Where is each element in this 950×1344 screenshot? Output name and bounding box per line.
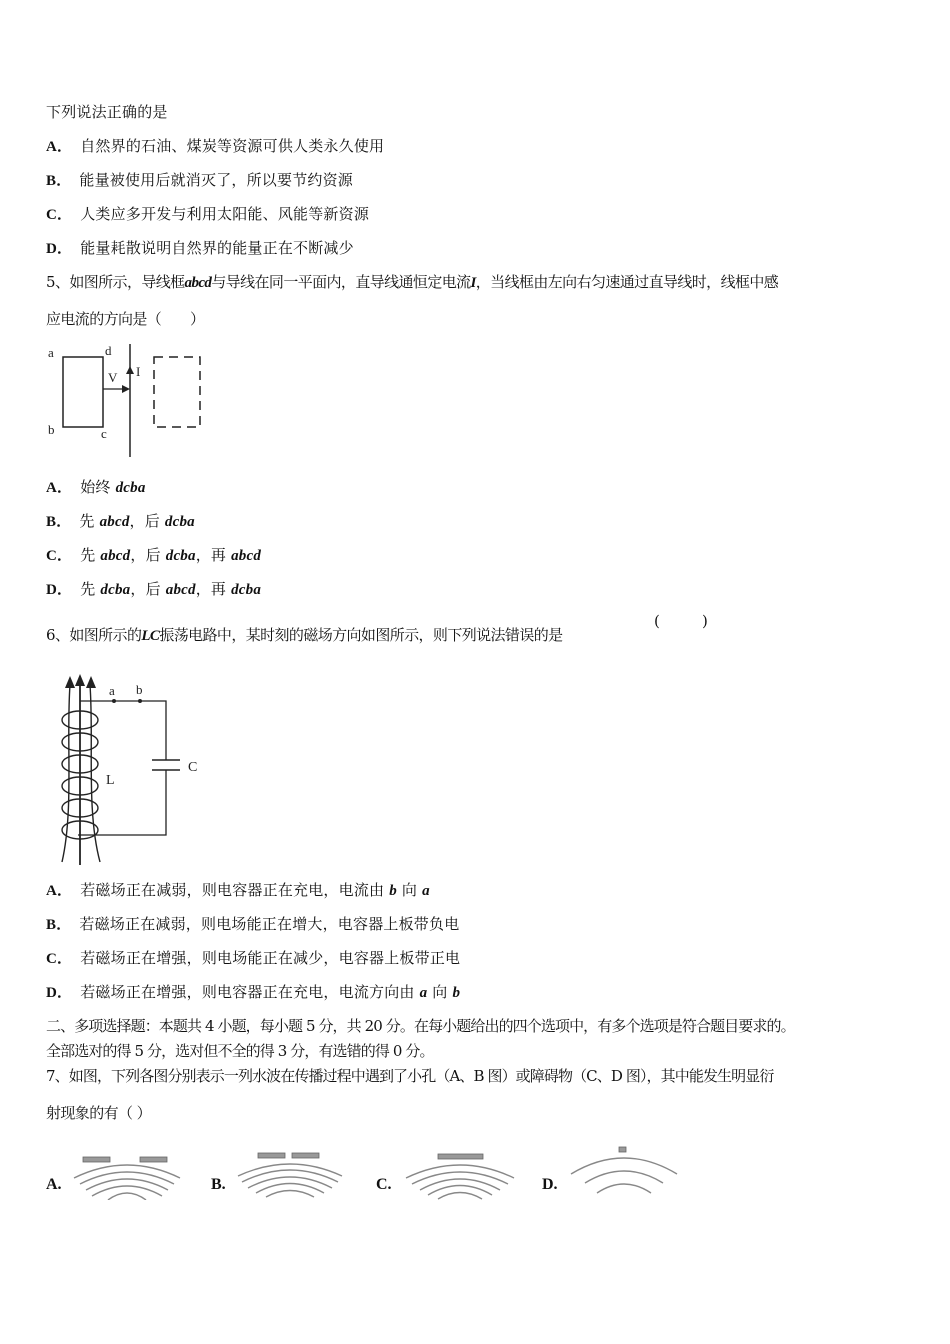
q7-figure-d-wave-small-obstacle <box>569 1144 681 1196</box>
q6-option-c <box>46 949 460 968</box>
option-text: 若磁场正在增强，则电场能正在减少，电容器上板带正电 <box>80 949 461 967</box>
option-label: B． <box>46 173 72 189</box>
option-variable: dcba <box>164 514 195 530</box>
q5-option-d <box>46 580 261 599</box>
q6-option-d <box>46 983 460 1002</box>
q6-stem <box>46 626 563 645</box>
svg-text:I: I <box>136 364 141 379</box>
svg-text:L: L <box>106 773 115 788</box>
q7-figure-c-label: C. <box>376 1176 392 1193</box>
svg-text:c: c <box>101 426 107 441</box>
q4-option-a <box>46 137 384 156</box>
option-text: 人类应多开发与利用太阳能、风能等新资源 <box>80 205 370 223</box>
option-variable: b <box>389 883 397 899</box>
option-label: A． <box>46 139 73 155</box>
option-label: C． <box>46 548 73 564</box>
q7-figure-a-wave-small-gap <box>72 1152 187 1200</box>
option-text: 始终 <box>80 478 116 496</box>
option-text: 自然界的石油、煤炭等资源可供人类永久使用 <box>80 137 385 155</box>
option-label: C． <box>46 951 73 967</box>
option-variable: dcba <box>231 582 262 598</box>
option-text: 先 <box>80 580 101 598</box>
svg-text:b: b <box>136 682 143 697</box>
option-text: 若磁场正在增强，则电容器正在充电，电流方向由 <box>80 983 420 1001</box>
option-label: A． <box>46 883 73 899</box>
stem-text: ，当线框由左向右匀速通过直导线时，线框中感 <box>475 273 779 291</box>
q6-figure-lc-circuit <box>48 670 218 870</box>
q7-figure-d-label: D. <box>542 1176 558 1193</box>
option-variable: abcd <box>100 548 131 564</box>
q7-stem-line2: 射现象的有（ ） <box>46 1104 151 1122</box>
option-text: ，后 <box>130 546 166 564</box>
option-text: 先 <box>80 546 101 564</box>
option-text: ，后 <box>129 512 165 530</box>
option-text: 能量被使用后就消灭了，所以要节约资源 <box>79 171 354 189</box>
option-variable: a <box>419 985 428 1001</box>
q6-paren-close: ) <box>702 612 708 630</box>
svg-text:a: a <box>109 683 115 698</box>
svg-text:a: a <box>48 345 54 360</box>
option-text: 若磁场正在减弱，则电场能正在增大，电容器上板带负电 <box>79 915 460 933</box>
option-variable: abcd <box>99 514 130 530</box>
option-variable: a <box>422 883 430 899</box>
q6-option-b <box>46 915 459 934</box>
q6-option-a <box>46 881 430 900</box>
stem-text: 6、如图所示的 <box>46 626 142 644</box>
stem-text: 振荡电路中，某时刻的磁场方向如图所示，则下列说法错误的是 <box>159 626 563 644</box>
option-label: C． <box>46 207 73 223</box>
q4-stem: 下列说法正确的是 <box>46 103 168 121</box>
stem-variable: abcd <box>184 275 212 291</box>
q5-option-c <box>46 546 261 565</box>
option-variable: dcba <box>115 480 146 496</box>
option-label: B． <box>46 514 72 530</box>
option-label: D． <box>46 241 73 257</box>
q7-figure-b-wave-large-gap <box>236 1148 348 1198</box>
option-variable: abcd <box>165 582 196 598</box>
q5-option-b <box>46 512 195 531</box>
option-variable: dcba <box>165 548 196 564</box>
svg-text:C: C <box>188 760 198 775</box>
q7-figure-c-wave-large-obstacle <box>404 1150 516 1200</box>
option-variable: dcba <box>100 582 131 598</box>
svg-text:V: V <box>108 370 118 385</box>
option-text: ，后 <box>130 580 166 598</box>
q4-option-b <box>46 171 353 190</box>
option-text: 若磁场正在减弱，则电容器正在充电，电流由 <box>80 881 390 899</box>
stem-variable: LC <box>141 628 160 644</box>
section2-instructions-line1: 二、多项选择题：本题共 4 小题，每小题 5 分，共 20 分。在每小题给出的四个选项中，有多个选项是符合题目要求的。 <box>46 1017 795 1035</box>
q7-figure-a-label: A. <box>46 1176 62 1193</box>
q5-figure-wire-loop <box>44 342 214 462</box>
option-label: D． <box>46 582 73 598</box>
stem-text: 5、如图所示，导线框 <box>46 273 185 291</box>
section2-instructions-line2: 全部选对的得 5 分，选对但不全的得 3 分，有选错的得 0 分。 <box>46 1042 434 1060</box>
q7-stem-line1: 7、如图，下列各图分别表示一列水波在传播过程中遇到了小孔（A、B 图）或障碍物（C、D 图），其中能发生明显衍 <box>46 1067 774 1085</box>
q4-option-c <box>46 205 369 224</box>
q7-figure-b-label: B. <box>211 1176 226 1193</box>
option-text: 向 <box>396 881 423 899</box>
option-label: B． <box>46 917 72 933</box>
option-text: ，再 <box>195 546 232 564</box>
q6-paren-open: ( <box>654 612 660 630</box>
option-text: ，再 <box>195 580 232 598</box>
option-text: 能量耗散说明自然界的能量正在不断减少 <box>80 239 354 257</box>
option-text: 先 <box>79 512 100 530</box>
q5-stem-line2: 应电流的方向是（ ） <box>46 310 205 328</box>
svg-text:b: b <box>48 422 55 437</box>
option-text: 向 <box>427 983 453 1001</box>
option-variable: b <box>452 985 461 1001</box>
option-label: A． <box>46 480 73 496</box>
stem-text: 与导线在同一平面内，直导线通恒定电流 <box>211 273 471 291</box>
option-variable: abcd <box>231 548 262 564</box>
q4-option-d <box>46 239 354 258</box>
q5-option-a <box>46 478 146 497</box>
option-label: D． <box>46 985 73 1001</box>
svg-text:d: d <box>105 343 112 358</box>
q5-stem-line1 <box>46 273 778 292</box>
stem-variable: I <box>470 275 476 291</box>
